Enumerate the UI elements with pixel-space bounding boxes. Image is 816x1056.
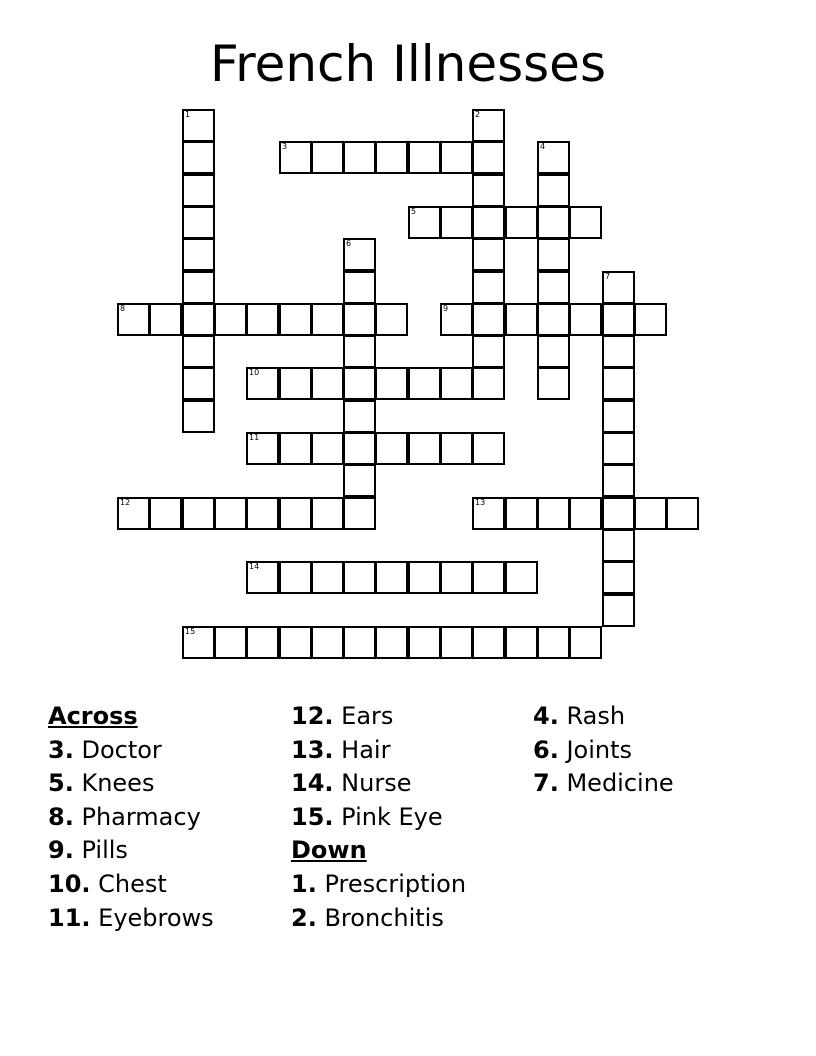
grid-cell[interactable]	[505, 206, 538, 239]
grid-cell[interactable]	[602, 367, 635, 400]
clue-item-number: 6.	[533, 735, 559, 764]
grid-cell[interactable]	[117, 303, 150, 336]
grid-cell[interactable]	[569, 497, 602, 530]
clue-item	[48, 902, 214, 936]
clue-item-number: 13.	[291, 735, 334, 764]
grid-cell[interactable]	[343, 271, 376, 304]
grid-cell[interactable]	[602, 464, 635, 497]
grid-cell[interactable]	[472, 271, 505, 304]
grid-cell[interactable]	[311, 497, 344, 530]
grid-cell[interactable]	[343, 626, 376, 659]
clue-item	[291, 902, 466, 936]
clue-item-text: Pharmacy	[81, 802, 201, 831]
grid-cell[interactable]	[472, 367, 505, 400]
grid-cell[interactable]	[214, 303, 247, 336]
clue-item-number: 7.	[533, 769, 559, 798]
grid-cell[interactable]	[311, 561, 344, 594]
clue-item	[291, 700, 466, 734]
grid-cell[interactable]	[343, 335, 376, 368]
clue-item-number: 4.	[533, 702, 559, 730]
grid-cell[interactable]	[505, 497, 538, 530]
grid-cell[interactable]	[472, 109, 505, 142]
grid-cell[interactable]	[182, 271, 215, 304]
grid-cell[interactable]	[634, 497, 667, 530]
grid-cell[interactable]	[537, 271, 570, 304]
grid-cell[interactable]	[246, 626, 279, 659]
grid-cell[interactable]	[182, 174, 215, 207]
grid-cell[interactable]	[343, 238, 376, 271]
grid-cell[interactable]	[440, 141, 473, 174]
clue-item	[48, 801, 214, 835]
clue-number: 15	[185, 627, 196, 636]
grid-cell[interactable]	[472, 497, 505, 530]
grid-cell[interactable]	[602, 594, 635, 627]
grid-cell[interactable]	[408, 367, 441, 400]
grid-cell[interactable]	[602, 561, 635, 594]
grid-cell[interactable]	[279, 561, 312, 594]
grid-cell[interactable]	[182, 303, 215, 336]
grid-cell[interactable]	[440, 432, 473, 465]
grid-cell[interactable]	[375, 561, 408, 594]
clue-item-text: Nurse	[341, 769, 412, 798]
clue-item-number: 2.	[291, 903, 317, 932]
grid-cell[interactable]	[440, 206, 473, 239]
page-title: French Illnesses	[210, 35, 606, 93]
clue-number: 3	[282, 142, 288, 151]
grid-cell[interactable]	[279, 432, 312, 465]
grid-cell[interactable]	[214, 626, 247, 659]
clue-item	[533, 767, 674, 801]
clue-item	[48, 834, 214, 868]
grid-cell[interactable]	[537, 206, 570, 239]
clue-item-text: Ears	[341, 702, 394, 730]
grid-cell[interactable]	[182, 497, 215, 530]
clue-item	[291, 801, 466, 835]
clue-number: 6	[346, 239, 352, 248]
clue-item	[291, 868, 466, 902]
grid-cell[interactable]	[408, 626, 441, 659]
grid-cell[interactable]	[569, 626, 602, 659]
clue-item	[48, 868, 214, 902]
clue-item-text: Bronchitis	[324, 903, 444, 932]
grid-cell[interactable]	[279, 367, 312, 400]
clue-number: 9	[443, 304, 449, 313]
grid-cell[interactable]	[602, 497, 635, 530]
grid-cell[interactable]	[537, 174, 570, 207]
grid-cell[interactable]	[246, 367, 279, 400]
clue-column-2	[291, 700, 466, 935]
grid-cell[interactable]	[537, 303, 570, 336]
grid-cell[interactable]	[375, 141, 408, 174]
grid-cell[interactable]	[440, 561, 473, 594]
grid-cell[interactable]	[311, 367, 344, 400]
clue-number: 10	[249, 368, 260, 377]
grid-cell[interactable]	[634, 303, 667, 336]
grid-cell[interactable]	[246, 497, 279, 530]
grid-cell[interactable]	[343, 303, 376, 336]
clue-number: 4	[540, 142, 546, 151]
clue-item-text: Pink Eye	[341, 802, 443, 831]
clue-number: 12	[120, 498, 131, 507]
grid-cell[interactable]	[375, 367, 408, 400]
grid-cell[interactable]	[246, 561, 279, 594]
clue-column-1	[48, 700, 214, 935]
grid-cell[interactable]	[279, 497, 312, 530]
grid-cell[interactable]	[343, 400, 376, 433]
clue-item	[533, 734, 674, 768]
clue-item-number: 11.	[48, 903, 91, 932]
grid-cell[interactable]	[375, 303, 408, 336]
grid-cell[interactable]	[311, 303, 344, 336]
clue-number: 11	[249, 433, 260, 442]
clue-item-number: 1.	[291, 869, 317, 898]
clue-item-number: 3.	[48, 735, 74, 764]
clue-item-text: Joints	[566, 735, 633, 764]
clue-item-text: Doctor	[81, 735, 162, 764]
grid-cell[interactable]	[408, 206, 441, 239]
grid-cell[interactable]	[408, 432, 441, 465]
clue-number: 14	[249, 562, 260, 571]
clue-item-number: 15.	[291, 802, 334, 831]
grid-cell[interactable]	[214, 497, 247, 530]
grid-cell[interactable]	[440, 367, 473, 400]
grid-cell[interactable]	[472, 626, 505, 659]
clue-item-text: Knees	[81, 769, 155, 798]
clue-item-text: Eyebrows	[98, 903, 214, 932]
grid-cell[interactable]	[343, 367, 376, 400]
grid-cell[interactable]	[537, 626, 570, 659]
grid-cell[interactable]	[343, 561, 376, 594]
grid-cell[interactable]	[343, 497, 376, 530]
grid-cell[interactable]	[182, 141, 215, 174]
clue-number: 13	[475, 498, 486, 507]
grid-cell[interactable]	[472, 432, 505, 465]
grid-cell[interactable]	[149, 497, 182, 530]
clue-item-text: Chest	[98, 869, 167, 898]
clue-number: 2	[475, 110, 481, 119]
clue-item	[291, 767, 466, 801]
down-heading: Down	[291, 836, 367, 865]
grid-cell[interactable]	[666, 497, 699, 530]
grid-cell[interactable]	[182, 109, 215, 142]
grid-cell[interactable]	[375, 432, 408, 465]
clue-item-text: Hair	[341, 735, 391, 764]
grid-cell[interactable]	[569, 303, 602, 336]
clue-item-number: 12.	[291, 702, 334, 730]
grid-cell[interactable]	[182, 400, 215, 433]
clue-item-text: Rash	[566, 702, 626, 730]
grid-cell[interactable]	[602, 432, 635, 465]
grid-cell[interactable]	[472, 206, 505, 239]
clue-column-3	[533, 700, 674, 801]
across-heading: Across	[48, 702, 138, 730]
clue-item	[48, 734, 214, 768]
clue-item	[533, 700, 674, 734]
grid-cell[interactable]	[182, 626, 215, 659]
grid-cell[interactable]	[472, 141, 505, 174]
grid-cell[interactable]	[602, 271, 635, 304]
clue-number: 7	[605, 272, 611, 281]
clue-item-text: Medicine	[566, 769, 674, 798]
grid-cell[interactable]	[149, 303, 182, 336]
grid-cell[interactable]	[375, 626, 408, 659]
grid-cell[interactable]	[537, 367, 570, 400]
grid-cell[interactable]	[537, 141, 570, 174]
clue-item-number: 8.	[48, 802, 74, 831]
clue-number: 1	[185, 110, 191, 119]
grid-cell[interactable]	[246, 303, 279, 336]
grid-cell[interactable]	[472, 335, 505, 368]
clue-item-number: 5.	[48, 769, 74, 798]
grid-cell[interactable]	[311, 626, 344, 659]
grid-cell[interactable]	[505, 561, 538, 594]
clue-item	[291, 734, 466, 768]
grid-cell[interactable]	[182, 367, 215, 400]
grid-cell[interactable]	[311, 432, 344, 465]
grid-cell[interactable]	[505, 303, 538, 336]
grid-cell[interactable]	[182, 335, 215, 368]
clue-item-text: Pills	[81, 836, 128, 865]
grid-cell[interactable]	[343, 464, 376, 497]
grid-cell[interactable]	[440, 303, 473, 336]
grid-cell[interactable]	[279, 303, 312, 336]
grid-cell[interactable]	[569, 206, 602, 239]
grid-cell[interactable]	[537, 238, 570, 271]
grid-cell[interactable]	[472, 174, 505, 207]
grid-cell[interactable]	[182, 238, 215, 271]
grid-cell[interactable]	[440, 626, 473, 659]
clue-item-number: 10.	[48, 869, 91, 898]
grid-cell[interactable]	[537, 335, 570, 368]
grid-cell[interactable]	[343, 432, 376, 465]
grid-cell[interactable]	[537, 497, 570, 530]
grid-cell[interactable]	[343, 141, 376, 174]
grid-cell[interactable]	[279, 626, 312, 659]
grid-cell[interactable]	[472, 238, 505, 271]
grid-cell[interactable]	[505, 626, 538, 659]
grid-cell[interactable]	[279, 141, 312, 174]
grid-cell[interactable]	[602, 335, 635, 368]
grid-cell[interactable]	[117, 497, 150, 530]
grid-cell[interactable]	[602, 303, 635, 336]
grid-cell[interactable]	[472, 303, 505, 336]
grid-cell[interactable]	[246, 432, 279, 465]
clue-number: 5	[411, 207, 417, 216]
grid-cell[interactable]	[182, 206, 215, 239]
grid-cell[interactable]	[408, 141, 441, 174]
clue-item-text: Prescription	[324, 869, 467, 898]
grid-cell[interactable]	[311, 141, 344, 174]
clue-number: 8	[120, 304, 126, 313]
clue-item	[48, 767, 214, 801]
grid-cell[interactable]	[602, 529, 635, 562]
clue-item-number: 9.	[48, 836, 74, 865]
grid-cell[interactable]	[602, 400, 635, 433]
grid-cell[interactable]	[408, 561, 441, 594]
clue-item-number: 14.	[291, 769, 334, 798]
grid-cell[interactable]	[472, 561, 505, 594]
